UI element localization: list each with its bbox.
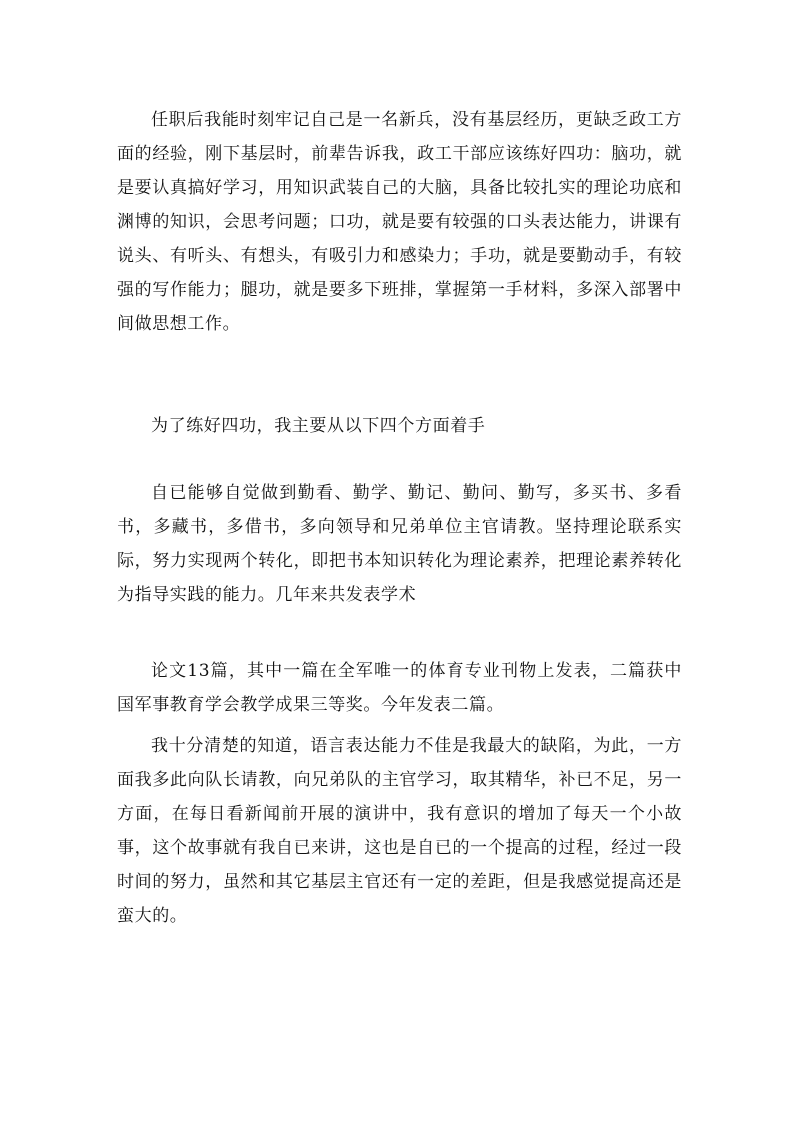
paragraph-four-skills: 任职后我能时刻牢记自己是一名新兵，没有基层经历，更缺乏政工方面的经验，刚下基层时，前辈告诉我，政工干部应该练好四功：脑功，就是要认真搞好学习，用知识武装自己的大脑，具备比较扎实的理论功底和渊博的知识，会思考问题；口功，就是要有较强的口头表达能力，讲课有说头、有听头、有想头，有吸引力和感染力；手功，就是要勤动手，有较强的写作能力；腿功，就是要多下班排，掌握第一手材料，多深入部署中间做思想工作。 xyxy=(117,110,682,334)
paragraph-approach-heading: 为了练好四功，我主要从以下四个方面着手 xyxy=(151,416,486,436)
paragraph-study-habits: 自已能够自觉做到勤看、勤学、勤记、勤问、勤写，多买书、多看书，多藏书，多借书，多向领导和兄弟单位主官请教。坚持理论联系实际，努力实现两个转化，即把书本知识转化为理论素养，把理论素养转化为指导实践的能力。几年来共发表学术 xyxy=(117,483,682,605)
paragraph-expression-skills: 我十分清楚的知道，语言表达能力不佳是我最大的缺陷，为此，一方面我多此向队长请教，向兄弟队的主官学习，取其精华，补已不足，另一方面，在每日看新闻前开展的演讲中，我有意识的增加了每天一个小故事，这个故事就有我自已来讲，这也是自已的一个提高的过程，经过一段时间的努力，虽然和其它基层主官还有一定的差距，但是我感觉提高还是蛮大的。 xyxy=(117,736,682,926)
paragraph-publications: 论文13篇，其中一篇在全军唯一的体育专业刊物上发表，二篇获中国军事教育学会教学成果三等奖。今年发表二篇。 xyxy=(117,661,682,715)
